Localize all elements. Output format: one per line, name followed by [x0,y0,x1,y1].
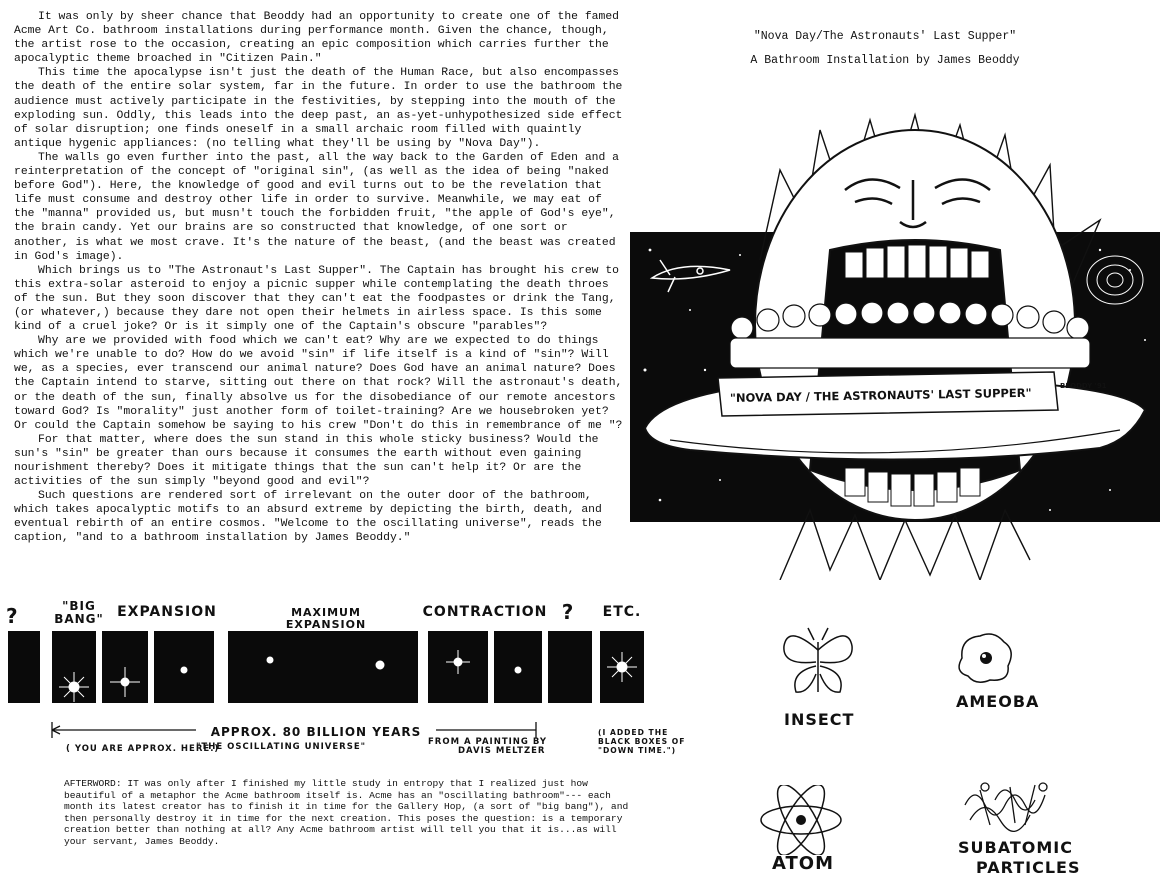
installation-subtitle: A Bathroom Installation by James Beoddy [750,54,1020,67]
illustration-drawing [630,110,1160,580]
atom-icon [756,785,846,855]
installation-title: "Nova Day/The Astronauts' Last Supper" [753,30,1017,43]
timeline-max-expansion-1: MAXIMUM [291,606,361,619]
banner-text: "NOVA DAY / THE ASTRONAUTS' LAST SUPPER" [729,385,1032,405]
timeline-caption: "THE OSCILLATING UNIVERSE" [196,742,367,752]
insect-icon [778,622,858,702]
article-paragraph: Why are we provided with food which we can't eat? Why are we expected to do things which we're unable to do? How do we avoid "sin" if life itself is a kind of "sin"? Will we, as a species, ever transcend our animal nature? Does God have an animal nature? Does the Captain intend to starve, sitting out there on that rock? Will the astronaut's death, or the death of the sun, finally absolve us for the disobediance of our remote ancestors toward God? Is "morality" just another form of toilet-training? Are we housebroken yet? Or could the Captain somehow be saying to his crew "Don't do this in remembrance of me "? [14,335,623,432]
timeline-painter: DAVIS MELTZER [458,746,546,756]
timeline-added-note: (I ADDED THE BLACK BOXES OF "DOWN TIME.") [598,728,686,755]
timeline-span-label: APPROX. 80 BILLION YEARS [196,726,436,739]
oscillating-universe-timeline [0,600,700,770]
timeline-etc: ETC. [602,604,642,620]
timeline-question-right: ? [561,600,575,624]
amoeba-icon [950,628,1020,688]
afterword: AFTERWORD: IT was only after I finished my little study in entropy that I realized just how beautiful of a metaphor the Acme bathroom itself is. Acme has an "oscillating bathroom"--- each month its latest creator has to finish it in time for the Gallery Hop, (a sort of "big bang"), and then personally destroy it in time for the next creation. This poses the question: is a temporary creation better than nothing at all? Any Acme bathroom artist will tell you that it is...as will your servant, James Beoddy. [64,778,629,847]
article-paragraph: The walls go even further into the past, all the way back to the Garden of Eden and a reinterpretation of the concept of "original sin", (as well as the idea of being "naked before God"). Here, the knowledge of good and evil turns out to be the revelation that life must consume and destroy other life in order to survive. Meanwhile, we may eat of the "manna" provided us, but musn't touch the forbidden fruit, "the apple of God's eye", the brain candy. Yet our brains are so constructed that knowledge, of one sort or another, is what we most crave. It's the nature of the beast, (and the beast was created in God's image). [14,151,620,263]
article-paragraph: It was only by sheer chance that Beoddy had an opportunity to create one of the famed Acme Art Co. bathroom installations during performance month. Given the chance, though, the artist rose to the occasion, creating an epic composition which carries further the apocalyptic theme broached in "Citizen Pain." [14,11,620,66]
article-paragraph: Which brings us to "The Astronaut's Last Supper". The Captain has brought his crew to this extra-solar asteroid to enjoy a picnic supper while contemplating the death throes of the sun. But they soon discover that they can't eat the foodpastes or drink the Tang, (or whatever,) because they dare not open their helmets in airless space. Is this some kind of a cruel joke? Or is it simply one of the Captain's obscure "parables"? [14,264,620,334]
article-paragraph: Such questions are rendered sort of irrelevant on the outer door of the bathroom, which takes apocalyptic motifs to an absurd extreme by depicting the birth, death, and eventual rebirth of an entire cosmos. "Welcome to the oscillating universe", reads the caption, "and to a bathroom installation by James Beoddy." [14,490,602,545]
banner-signature: BEODDY '91 [1060,382,1107,390]
article-paragraph: This time the apocalypse isn't just the death of the Human Race, but also encompasses the death of the entire solar system, far in the future. In order to use the bathroom the audience must actively participate in the festivities, by stepping into the mouth of the exploding sun. Oddly, this leads into the deep past, an as-yet-unhypothesized side effect of solar disruption; one finds oneself in a small archaic room filled with quaintly antique hygenic appliances: (no telling what they'll be using by "Nova Day"). [14,67,623,150]
timeline-expansion: EXPANSION [117,604,217,620]
timeline-question-left: ? [6,604,19,628]
atom-label: ATOM [772,853,835,874]
installation-title-block [735,30,1035,68]
article-body [14,10,626,546]
nova-day-illustration [630,110,1160,580]
timeline-contraction: CONTRACTION [422,604,548,620]
amoeba-label: AMEOBA [956,692,1040,711]
timeline-max-expansion-2: EXPANSION [285,618,367,631]
subatomic-particles-icon [955,775,1065,835]
insect-label: INSECT [784,710,855,729]
timeline-from-painting: FROM A PAINTING BY [428,737,548,747]
article-paragraph: For that matter, where does the sun stand in this whole sticky business? Would the sun's "sin" be greater than ours because it consumes the earth without even gaining nourishment thereby? Does it mitigate things that the sun can't help it? Or are the activities of the sun simply "beyond good and evil"? [14,433,599,489]
timeline-you-are-here: ( YOU ARE APPROX. HERE.) [66,744,220,754]
timeline-big-bang: "BIG BANG" [54,599,104,626]
subatomic-label-2: PARTICLES [976,858,1081,877]
subatomic-label-1: SUBATOMIC [958,838,1073,857]
